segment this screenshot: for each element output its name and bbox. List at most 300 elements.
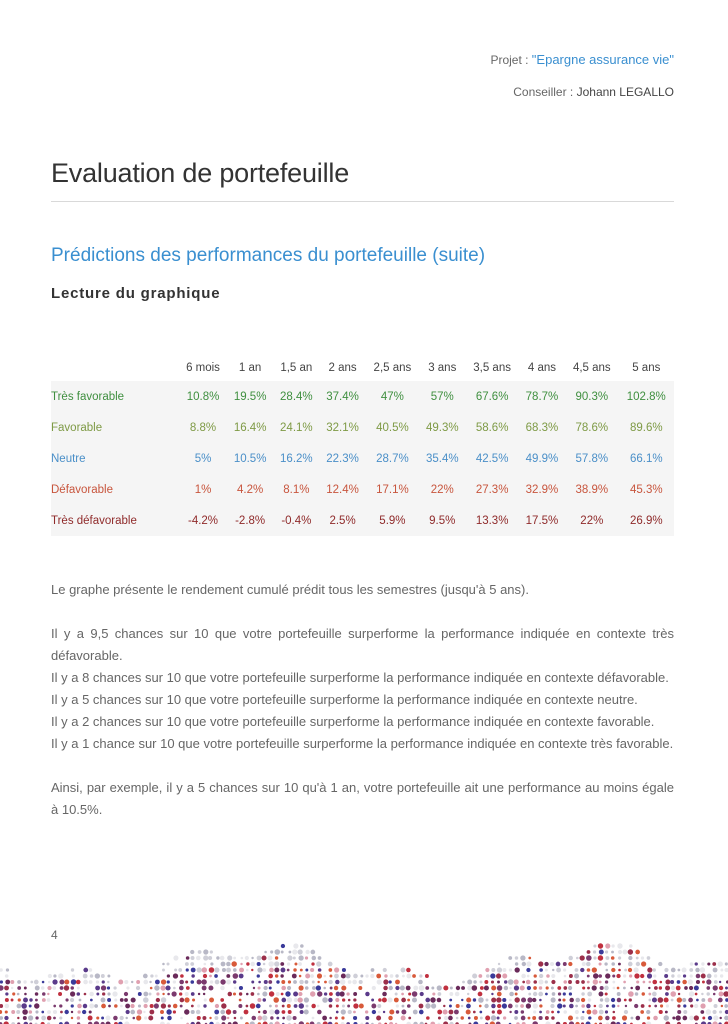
footer-dot (161, 997, 166, 1002)
footer-dot (592, 967, 597, 972)
footer-dot (390, 974, 394, 978)
footer-dot (35, 1016, 38, 1019)
footer-dot (310, 974, 314, 978)
table-header-row (51, 355, 674, 381)
footer-dot (17, 993, 20, 996)
footer-dot (0, 1004, 3, 1008)
footer-dot (42, 981, 45, 984)
footer-dot (426, 1016, 430, 1020)
footer-dot (96, 993, 99, 996)
footer-dot (281, 968, 286, 973)
footer-dot (649, 981, 652, 984)
footer-dot (154, 1003, 159, 1008)
footer-dot (491, 1004, 495, 1008)
footer-dot (353, 974, 358, 979)
footer-dot (707, 962, 710, 965)
footer-dot (443, 1009, 448, 1014)
footer-dot (263, 986, 267, 990)
footer-dot (204, 963, 207, 966)
footer-dot (47, 1010, 51, 1014)
footer-dot (293, 1016, 297, 1020)
footer-dot (114, 998, 117, 1001)
footer-dot (378, 1011, 381, 1014)
footer-dot (528, 1017, 531, 1020)
table-cell: 16.2% (280, 452, 313, 465)
footer-dot (0, 980, 3, 983)
page-number: 4 (51, 928, 58, 942)
footer-dot (521, 974, 526, 979)
footer-dot (5, 1004, 10, 1009)
footer-dot (653, 1016, 658, 1021)
footer-dot (220, 979, 225, 984)
table-cell: 1% (194, 483, 212, 496)
footer-dot (215, 1004, 219, 1008)
footer-dot (48, 981, 51, 984)
footer-dot (718, 961, 723, 966)
footer-dot (636, 957, 639, 960)
footer-dot (456, 1004, 460, 1008)
footer-dot (178, 968, 182, 972)
footer-dot (113, 1016, 118, 1021)
footer-dot (504, 980, 507, 983)
footer-dot (215, 980, 220, 985)
footer-dot (274, 949, 280, 955)
footer-dot (582, 1011, 584, 1013)
footer-dot (605, 950, 608, 953)
footer-dot (533, 992, 537, 996)
footer-dot (90, 999, 93, 1002)
footer-dot (166, 985, 171, 990)
footer-dot (107, 986, 110, 989)
footer-dot (340, 979, 346, 985)
footer-dot (509, 999, 512, 1002)
footer-dot (191, 992, 195, 996)
footer-dot (113, 986, 116, 989)
footer-dot (695, 993, 698, 996)
footer-dot (60, 986, 64, 990)
footer-dot (723, 991, 728, 997)
footer-dot (448, 1016, 453, 1021)
footer-dot (184, 1009, 189, 1014)
footer-dot (58, 973, 63, 978)
footer-dot (71, 968, 74, 971)
footer-dot (89, 1004, 94, 1009)
footer-dot (10, 980, 14, 984)
footer-dot (246, 962, 249, 965)
footer-dot (287, 986, 291, 990)
footer-dot (586, 955, 592, 961)
footer-dot (598, 955, 603, 960)
footer-dot (71, 1004, 74, 1007)
footer-dot (551, 1016, 555, 1020)
footer-dot (389, 1009, 394, 1014)
footer-dot (521, 1010, 524, 1013)
table-cell: 13.3% (475, 514, 509, 527)
footer-dot (83, 968, 88, 973)
footer-dot (292, 949, 297, 954)
footer-dot (107, 998, 111, 1002)
footer-dot (455, 992, 460, 997)
table-row (51, 474, 674, 505)
footer-dot (24, 987, 27, 990)
table-cell: -0.4% (281, 514, 312, 527)
footer-dot (83, 1004, 87, 1008)
footer-dot (208, 956, 212, 960)
footer-dot (95, 973, 100, 978)
footer-dot (376, 974, 381, 979)
footer-dot (179, 986, 184, 991)
footer-dot (712, 1010, 716, 1014)
footer-dot (371, 999, 374, 1002)
footer-dot (64, 1010, 68, 1014)
footer-dot (209, 975, 212, 978)
footer-dot (89, 968, 93, 972)
footer-dot (721, 1005, 723, 1007)
footer-dot (658, 997, 664, 1003)
footer-dot (587, 992, 592, 997)
footer-dot (264, 980, 268, 984)
footer-dot (226, 962, 230, 966)
footer-dot (18, 998, 21, 1001)
footer-dot (443, 1005, 445, 1007)
footer-dot (628, 956, 632, 960)
footer-dot (683, 1010, 687, 1014)
footer-dot (502, 973, 507, 978)
paragraph-neutral: Il y a 5 chances sur 10 que votre portefeuille surperforme la performance indiquée en contexte neutre. (51, 692, 638, 707)
footer-dot (250, 1003, 256, 1009)
footer-dot (605, 980, 608, 983)
title-divider (51, 201, 674, 202)
footer-dot (724, 1004, 728, 1008)
footer-dot (17, 1004, 22, 1009)
footer-dot (305, 973, 310, 978)
footer-dot (647, 956, 651, 960)
footer-dot (196, 956, 201, 961)
footer-dot (611, 956, 615, 960)
footer-dot (677, 1010, 681, 1014)
footer-dot (509, 992, 514, 997)
footer-dot (460, 1016, 463, 1019)
footer-dot (438, 1017, 441, 1020)
table-cell: 17.1% (376, 483, 409, 496)
footer-dot (246, 969, 249, 972)
footer-dot (174, 968, 177, 971)
footer-dot (149, 981, 151, 983)
footer-dot (714, 980, 718, 984)
footer-dot (329, 992, 333, 996)
footer-dot (107, 992, 110, 995)
footer-dot (467, 985, 472, 990)
footer-dot (539, 1016, 543, 1020)
footer-dot (497, 967, 502, 972)
footer-dot (556, 968, 561, 973)
footer-dot (473, 998, 476, 1001)
footer-dot (76, 980, 81, 985)
footer-dot (563, 986, 567, 990)
footer-dot (600, 998, 603, 1001)
footer-dot (587, 950, 591, 954)
footer-dot (77, 1010, 80, 1013)
footer-dot (718, 998, 723, 1003)
footer-dot (281, 980, 285, 984)
footer-dot (29, 1010, 33, 1014)
footer-dot (287, 997, 292, 1002)
footer-dot (372, 1010, 376, 1014)
footer-dot (395, 992, 398, 995)
footer-dot (353, 1016, 357, 1020)
footer-dot (670, 991, 676, 997)
footer-dot (593, 950, 596, 953)
footer-dot (682, 980, 687, 985)
footer-dot (203, 1004, 206, 1007)
footer-dot (551, 987, 554, 990)
footer-dot (101, 974, 105, 978)
footer-dot (628, 968, 632, 972)
footer-dot (480, 1017, 483, 1020)
footer-dot (262, 991, 267, 996)
footer-dot (473, 1011, 476, 1014)
footer-dot (214, 974, 218, 978)
footer-dot (108, 1005, 111, 1008)
footer-dot (636, 962, 640, 966)
footer-dot (114, 1004, 118, 1008)
footer-dot (179, 992, 182, 995)
footer-dot (580, 968, 584, 972)
footer-dot (203, 955, 208, 960)
footer-dot (491, 980, 494, 983)
footer-dot (568, 986, 572, 990)
footer-dot (648, 1005, 651, 1008)
footer-dot (239, 999, 242, 1002)
footer-dot (720, 969, 723, 972)
footer-dot (677, 1004, 680, 1007)
footer-dot (624, 1010, 628, 1014)
footer-dot (126, 986, 129, 989)
footer-dot (161, 979, 166, 984)
footer-dot (294, 963, 297, 966)
footer-dot (611, 998, 615, 1002)
footer-dot (256, 1004, 261, 1009)
footer-dot (462, 981, 465, 984)
footer-dot (131, 997, 136, 1002)
footer-dot (594, 1005, 597, 1008)
footer-dot (586, 1004, 590, 1008)
footer-dot (161, 1017, 164, 1020)
footer-dot (665, 992, 669, 996)
footer-dot (654, 986, 658, 990)
footer-dot (275, 956, 278, 959)
footer-dot (197, 1016, 201, 1020)
footer-dot (558, 999, 561, 1002)
footer-dot (155, 975, 158, 978)
footer-dot (329, 968, 333, 972)
footer-dot (53, 974, 56, 977)
footer-dot (300, 1010, 304, 1014)
footer-dot (666, 1004, 669, 1007)
footer-dot (401, 998, 406, 1003)
footer-dot (624, 969, 627, 972)
footer-dot (35, 1010, 38, 1013)
paragraph-very-unfavorable: Il y a 9,5 chances sur 10 que votre portefeuille surperforme la performance indiquée en contexte très défavorable. (51, 626, 674, 663)
footer-dot (473, 980, 476, 983)
footer-dot (419, 1004, 424, 1009)
footer-dot (664, 968, 668, 972)
table-cell: 67.6% (475, 390, 509, 403)
footer-dot (168, 1004, 171, 1007)
footer-dot (329, 1004, 333, 1008)
footer-dot (275, 1004, 278, 1007)
footer-dot (635, 950, 640, 955)
advisor-label: Conseiller : (513, 85, 577, 99)
footer-dot (508, 1004, 513, 1009)
footer-dot (636, 1016, 641, 1021)
footer-dot (599, 1004, 603, 1008)
footer-dot (34, 980, 39, 985)
footer-dot (694, 985, 699, 990)
footer-dot (515, 962, 518, 965)
footer-dot (647, 1016, 650, 1019)
footer-dot (701, 993, 703, 995)
footer-dot (221, 1003, 226, 1008)
footer-dot (28, 1015, 33, 1020)
footer-dot (160, 1010, 164, 1014)
footer-dot (478, 974, 482, 978)
footer-dot (336, 1005, 339, 1008)
footer-dot (353, 998, 356, 1001)
footer-dot (628, 949, 633, 954)
project-line (490, 50, 674, 70)
footer-dot (419, 985, 425, 991)
footer-dot (209, 967, 215, 973)
footer-dot (286, 1015, 291, 1020)
footer-dot (514, 979, 519, 984)
footer-dot (94, 1004, 98, 1008)
footer-dot (359, 1004, 364, 1009)
footer-dot (432, 992, 435, 995)
footer-dot (88, 1016, 93, 1021)
footer-dot (576, 1017, 579, 1020)
footer-dot (616, 974, 620, 978)
footer-dot (563, 1010, 567, 1014)
footer-dot (226, 1009, 231, 1014)
footer-dot (550, 1004, 554, 1008)
footer-dot (336, 1011, 339, 1014)
footer-dot (454, 1010, 459, 1015)
footer-dot (23, 998, 28, 1003)
footer-dot (268, 980, 272, 984)
footer-dot (604, 962, 607, 965)
footer-dot (598, 943, 603, 948)
footer-dot (348, 999, 351, 1002)
footer-dot (101, 1017, 104, 1020)
footer-dot (480, 1011, 483, 1014)
footer-dot (186, 968, 189, 971)
footer-dot (298, 949, 303, 954)
footer-dot (282, 1010, 286, 1014)
footer-dot (521, 997, 526, 1002)
footer-dot (689, 991, 694, 996)
footer-dot (124, 992, 128, 996)
footer-dot (521, 1016, 526, 1021)
footer-dot (408, 1017, 411, 1020)
footer-dot (684, 986, 688, 990)
footer-dot (514, 997, 519, 1002)
footer-dot (77, 1016, 81, 1020)
footer-dot (251, 969, 253, 971)
footer-dot (269, 1005, 272, 1008)
footer-dot (257, 1016, 262, 1021)
footer-dot (623, 974, 626, 977)
footer-dot (509, 987, 512, 990)
table-cell: 22% (580, 514, 604, 527)
footer-dot (533, 980, 537, 984)
footer-dot (520, 1004, 524, 1008)
footer-dot (35, 986, 40, 991)
footer-dot (130, 1010, 135, 1015)
footer-dot (382, 998, 387, 1003)
footer-dot (552, 992, 556, 996)
footer-dot (305, 950, 309, 954)
footer-dot (389, 986, 393, 990)
footer-dot (353, 1011, 356, 1014)
table-cell: 49.9% (525, 452, 559, 465)
footer-dot (665, 985, 670, 990)
footer-dot (47, 993, 49, 995)
footer-dot (359, 980, 363, 984)
footer-dot (665, 980, 670, 985)
footer-dot (72, 974, 75, 977)
footer-dot (533, 986, 537, 990)
footer-dot (593, 944, 596, 947)
footer-dot (497, 985, 503, 991)
footer-dot (647, 973, 652, 978)
footer-dot (330, 987, 333, 990)
footer-dot (185, 980, 188, 983)
footer-dot (502, 998, 506, 1002)
table-cell: 22.3% (326, 452, 359, 465)
footer-dot (5, 980, 10, 985)
footer-dot (713, 968, 718, 973)
footer-dot (190, 980, 194, 984)
footer-dot (456, 986, 460, 990)
footer-dot (665, 1011, 668, 1014)
footer-dot (528, 957, 531, 960)
footer-dot (407, 1004, 411, 1008)
footer-dot (478, 997, 484, 1003)
footer-dot (450, 986, 453, 989)
footer-dot (233, 973, 239, 979)
footer-dot (346, 974, 351, 979)
footer-dot (263, 1010, 267, 1014)
footer-dot (270, 1016, 273, 1019)
footer-dot (198, 993, 200, 995)
footer-dot (624, 999, 627, 1002)
footer-dot (258, 986, 261, 989)
footer-dot (467, 980, 472, 985)
footer-dot (569, 1004, 574, 1009)
table-cell: 24.1% (280, 421, 313, 434)
footer-dot (652, 992, 657, 997)
footer-dot (394, 998, 399, 1003)
footer-dot (425, 1003, 430, 1008)
footer-dot (102, 980, 105, 983)
footer-dot (636, 980, 639, 983)
table-row (51, 412, 674, 443)
footer-dot (342, 998, 345, 1001)
table-cell: 66.1% (629, 452, 663, 465)
footer-dot (120, 998, 124, 1002)
footer-dot (671, 974, 674, 977)
